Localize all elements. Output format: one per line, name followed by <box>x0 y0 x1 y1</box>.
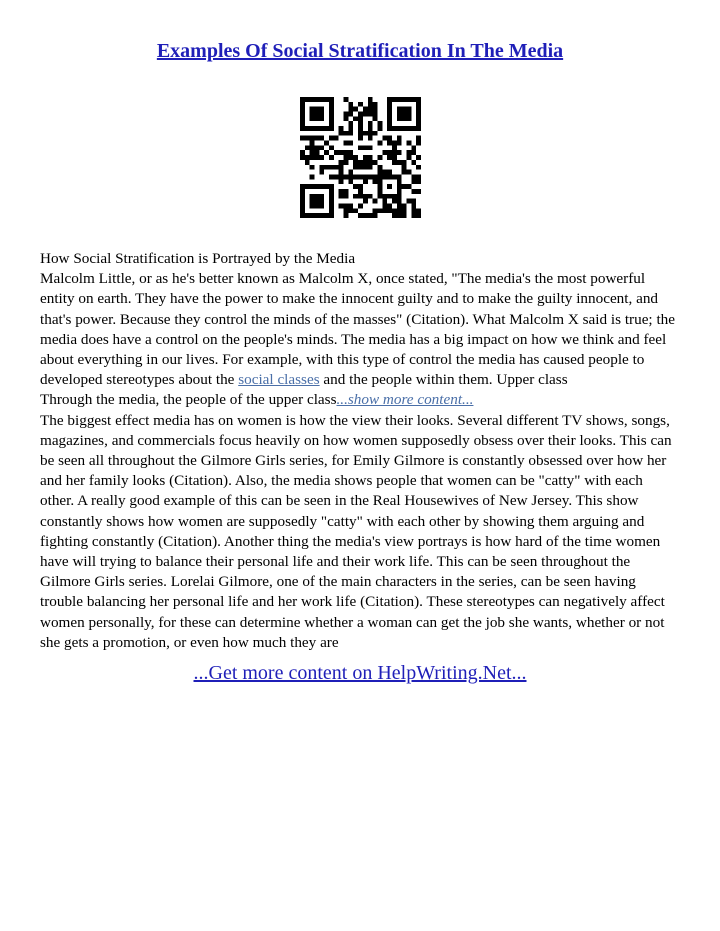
get-more-content-link[interactable]: ...Get more content on HelpWriting.Net... <box>193 662 527 684</box>
paragraph-2-text: Through the media, the people of the upper class <box>40 391 337 409</box>
paragraph-1-tail: and the people within them. Upper class <box>319 371 568 389</box>
article-heading: How Social Stratification is Portrayed by the Media <box>40 250 356 267</box>
footer-cta <box>0 660 720 686</box>
page-title <box>0 38 720 64</box>
qr-modules <box>300 97 421 218</box>
paragraph-1-text: Malcolm Little, or as he's better known as Malcolm X, once stated, "The media's the most powerful entity on earth. They have the power to make the innocent guilty and to make the guilty innocent, and that's power. Because they control the minds of the masses" (Citation). What Malcolm X said is true; the media does have a control on the people's minds. The media has a big impact on how we think and feel about everything in our lives. For example, with this type of control the media has caused people to developed stereotypes about the <box>40 270 676 389</box>
article-body <box>40 249 680 653</box>
show-more-link[interactable]: ...show more content... <box>336 391 474 409</box>
qr-code <box>300 97 421 218</box>
paragraph-3-text: The biggest effect media has on women is how the view their looks. Several different TV shows, songs, magazines, and commercials focus heavily on how women supposedly obsess over their looks. This can be seen all throughout the Gilmore Girls series, for Emily Gilmore is constantly obsessed over how her and her family looks (Citation). Also, the media shows people that women can be "catty" with each other. A really good example of this can be seen in the Real Housewives of New Jersey. This show constantly shows how women are supposedly "catty" with each other by showing them arguing and fighting constantly (Citation). Another thing the media's view portrays is how hard of the time women have will trying to balance their personal life and their work life. This can be seen throughout the Gilmore Girls series. Lorelai Gilmore, one of the main characters in the series, can be seen having trouble balancing her personal life and her work life (Citation). These stereotypes can negatively affect women personally, for these can determine whether a woman can get the job she wants, whether or not she gets a promotion, or even how much they are <box>40 411 672 651</box>
title-link[interactable]: Examples Of Social Stratification In The Media <box>156 40 564 62</box>
social-classes-link[interactable]: social classes <box>238 371 320 389</box>
